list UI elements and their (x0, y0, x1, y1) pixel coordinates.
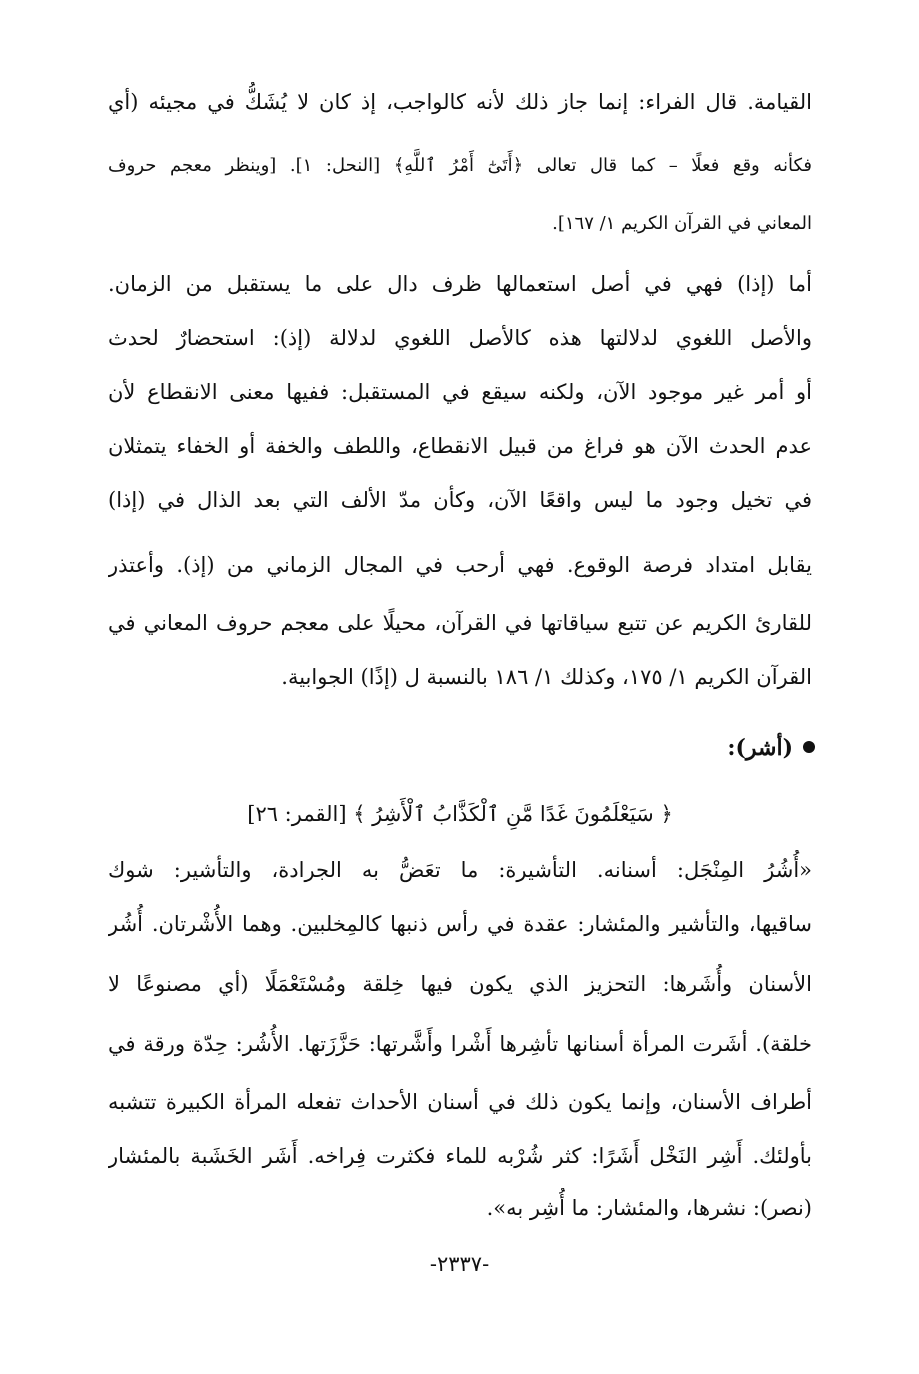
idha-line-3: أو أمر غير موجود الآن، ولكنه سيقع في المستقبل: ففيها معنى الانقطاع لأن (108, 380, 812, 404)
definition-line-2: ساقيها، والتأشير والمئشار: عقدة في رأس ذنبها كالمِخلبين. وهما الأُشْرتان. أُشُر (108, 912, 812, 936)
bullet-icon (803, 741, 815, 753)
idha-line-8: القرآن الكريم ١/ ١٧٥، وكذلك ١/ ١٨٦ بالنسبة ل (إذًا) الجوابية. (281, 665, 812, 689)
note-line-2: فكأنه وقع فعلًا – كما قال تعالى ﴿أَتَىٰٓ أَمْرُ ٱللَّهِ﴾ [النحل: ١]. [وينظر معجم حروف (108, 155, 812, 176)
entry-heading (727, 728, 815, 768)
definition-line-3: الأسنان وأُشَرها: التحزيز الذي يكون فيها خِلقة ومُسْتَعْمَلًا (أي مصنوعًا لا (108, 972, 812, 996)
definition-line-6: بأولئك. أَشِر النَخْل أَشَرًا: كثر شُرْبه للماء فكثرت فِراخه. أَشَر الخَشَبة بالمئشار (108, 1144, 812, 1168)
page-number: -٢٣٣٧- (429, 1252, 490, 1276)
idha-line-1: أما (إذا) فهي في أصل استعمالها ظرف دال على ما يستقبل من الزمان. (108, 272, 812, 296)
note-line-1: القيامة. قال الفراء: إنما جاز ذلك لأنه كالواجب، إذ كان لا يُشَكُّ في مجيئه (أي (108, 90, 812, 114)
quran-verse: ﴿ سَيَعْلَمُونَ غَدًا مَّنِ ٱلْكَذَّابُ ٱلْأَشِرُ ﴾ [القمر: ٢٦] (247, 802, 673, 826)
definition-line-5: أطراف الأسنان، وإنما يكون ذلك في أسنان الأحداث تفعله المرأة الكبيرة تتشبه (108, 1090, 812, 1114)
idha-line-4: عدم الحدث الآن هو فراغ من قبيل الانقطاع، واللطف والخفة أو الخفاء يتمثلان (108, 434, 812, 458)
idha-line-6: يقابل امتداد فرصة الوقوع. فهي أرحب في المجال الزماني من (إذ). وأعتذر (108, 553, 812, 577)
idha-line-2: والأصل اللغوي لدلالتها هذه كالأصل اللغوي لدلالة (إذ): استحضارٌ لحدث (108, 326, 812, 350)
note-line-3: المعاني في القرآن الكريم ١/ ١٦٧]. (552, 213, 812, 234)
definition-line-1: «أُشُرُ المِنْجَل: أسنانه. التأشيرة: ما تعَضُّ به الجرادة، والتأشير: شوك (108, 858, 812, 882)
idha-line-7: للقارئ الكريم عن تتبع سياقاتها في القرآن، محيلًا على معجم حروف المعاني في (108, 611, 812, 635)
definition-line-4: خلقة). أشَرت المرأة أسنانها تأشِرها أَشْرا وأَشَّرتها: حَزَّزَتها. الأُشُر: حِدّة ورقة في (108, 1032, 812, 1056)
entry-heading-text: (أشر): (727, 735, 793, 761)
definition-line-7: (نصر): نشرها، والمئشار: ما أُشِر به». (486, 1196, 812, 1220)
idha-line-5: في تخيل وجود ما ليس واقعًا الآن، وكأن مدّ الألف التي بعد الذال في (إذا) (108, 488, 812, 512)
